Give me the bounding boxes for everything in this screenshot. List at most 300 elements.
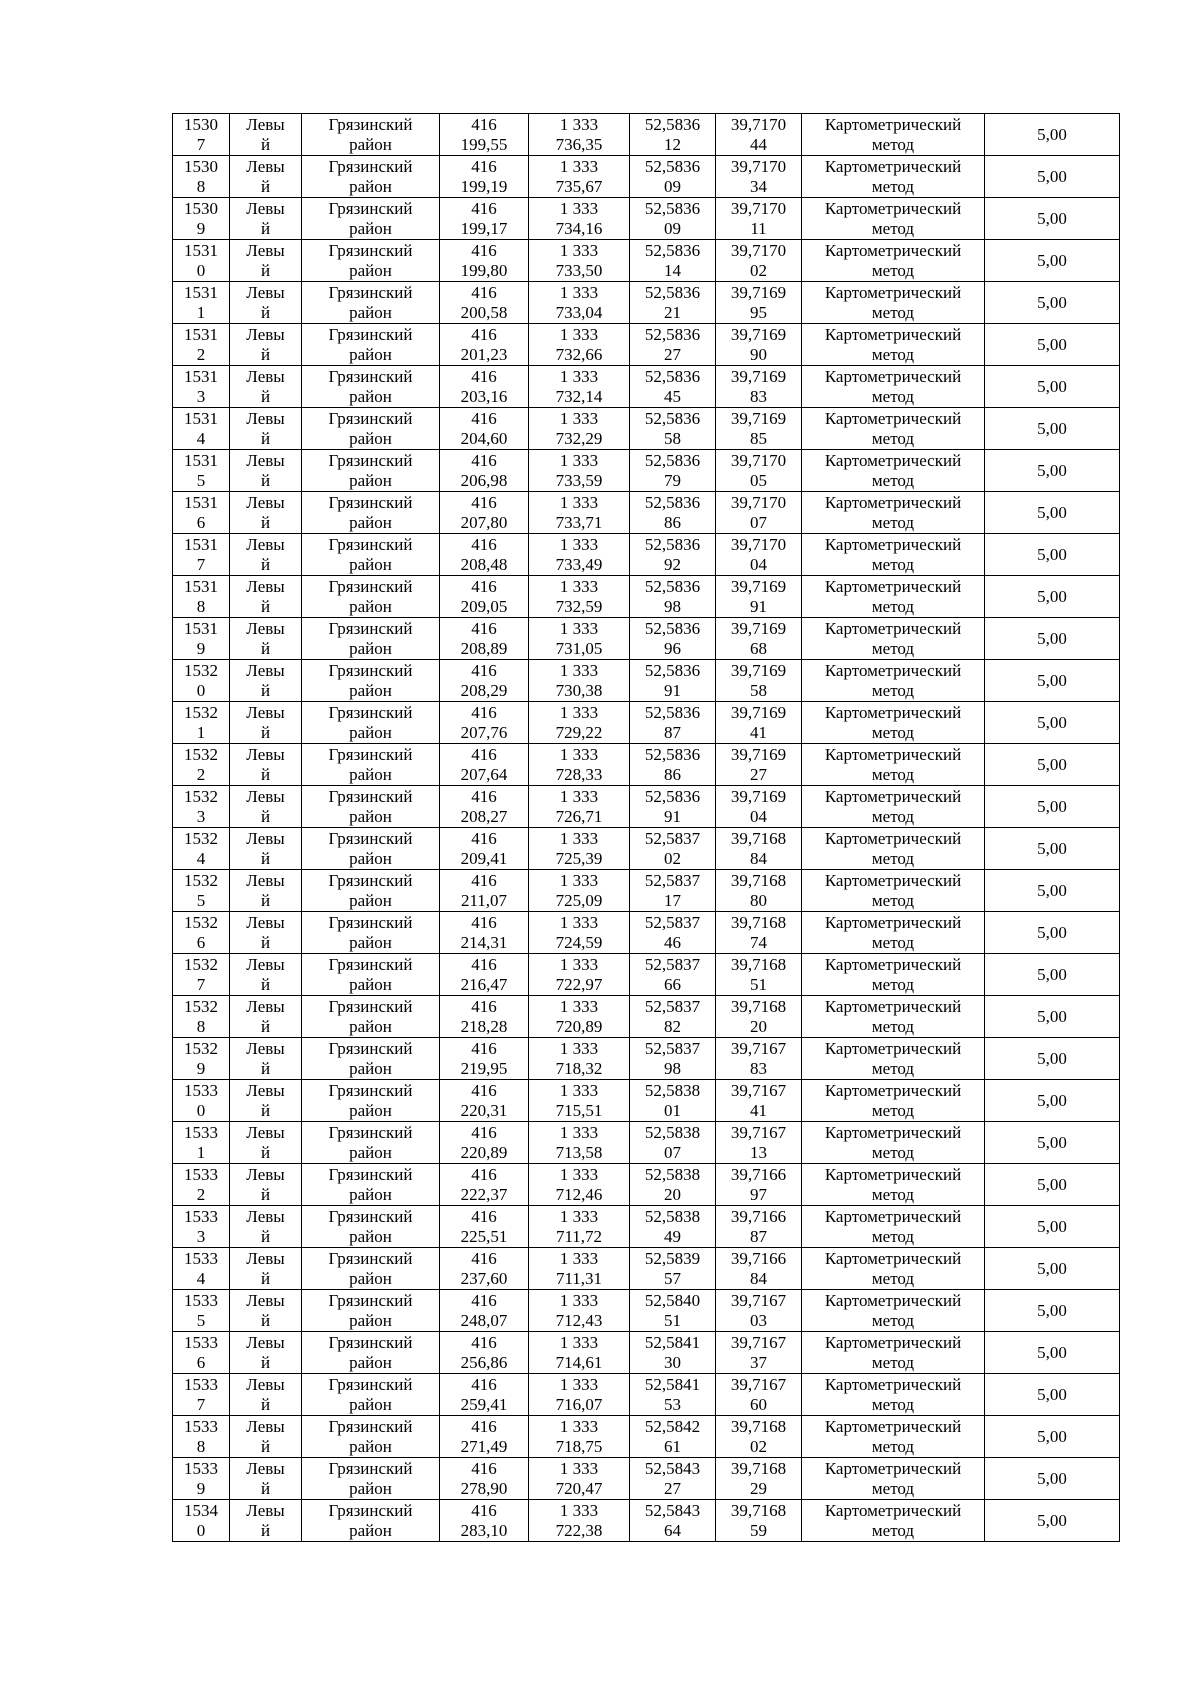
cell-line: 416 — [471, 493, 497, 512]
cell-line: 237,60 — [460, 1269, 508, 1288]
longitude-cell — [716, 450, 802, 492]
point-number-cell — [173, 408, 230, 450]
cell-line: 52,5841 — [644, 1333, 701, 1352]
accuracy-cell: 5,00 — [985, 156, 1120, 198]
bank-side-cell — [230, 1458, 302, 1500]
longitude-cell — [716, 1122, 802, 1164]
cell-line: 1 333 — [559, 535, 599, 554]
accuracy-cell: 5,00 — [985, 282, 1120, 324]
cell-line: 1531 — [184, 493, 218, 512]
cell-line: Грязинский — [328, 241, 413, 260]
cell-line: 46 — [664, 933, 681, 952]
accuracy-cell: 5,00 — [985, 1332, 1120, 1374]
cell-line: район — [349, 849, 392, 868]
y-coordinate-cell — [529, 954, 630, 996]
cell-line: 731,05 — [555, 639, 603, 658]
cell-line: 733,50 — [555, 261, 603, 280]
cell-line: 1532 — [184, 955, 218, 974]
cell-line: 87 — [750, 1227, 767, 1246]
cell-line: Картометрический — [824, 577, 962, 596]
cell-line: Грязинский — [328, 577, 413, 596]
latitude-cell — [630, 534, 716, 576]
cell-line: метод — [871, 135, 915, 154]
longitude-cell — [716, 408, 802, 450]
accuracy-cell: 5,00 — [985, 1248, 1120, 1290]
cell-line: й — [260, 135, 271, 154]
cell-line: район — [349, 429, 392, 448]
longitude-cell — [716, 996, 802, 1038]
x-coordinate-cell — [440, 1332, 529, 1374]
longitude-cell — [716, 492, 802, 534]
cell-line: 1530 — [184, 157, 218, 176]
cell-line: 39,7169 — [730, 409, 787, 428]
cell-line: 68 — [750, 639, 767, 658]
cell-line: 29 — [750, 1479, 767, 1498]
method-cell — [802, 324, 985, 366]
district-cell — [302, 1458, 440, 1500]
latitude-cell — [630, 954, 716, 996]
point-number-cell — [173, 114, 230, 156]
cell-line: 0 — [196, 1521, 206, 1540]
cell-line: 1 333 — [559, 241, 599, 260]
district-cell — [302, 1332, 440, 1374]
bank-side-cell — [230, 324, 302, 366]
cell-line: 52,5836 — [644, 367, 701, 386]
longitude-cell — [716, 324, 802, 366]
latitude-cell — [630, 156, 716, 198]
table-row — [173, 1080, 1120, 1122]
cell-line: 52,5836 — [644, 493, 701, 512]
cell-line: 735,67 — [555, 177, 603, 196]
cell-line: 39,7166 — [730, 1207, 787, 1226]
table-row — [173, 1416, 1120, 1458]
point-number-cell — [173, 1374, 230, 1416]
cell-line: Грязинский — [328, 661, 413, 680]
y-coordinate-cell — [529, 1248, 630, 1290]
accuracy-cell: 5,00 — [985, 1122, 1120, 1164]
district-cell — [302, 828, 440, 870]
cell-line: Левы — [246, 115, 285, 134]
cell-line: 13 — [750, 1143, 767, 1162]
cell-line: 39,7170 — [730, 535, 787, 554]
latitude-cell — [630, 492, 716, 534]
cell-line: 41 — [750, 1101, 767, 1120]
cell-line: 1533 — [184, 1207, 218, 1226]
point-number-cell — [173, 366, 230, 408]
cell-line: 1533 — [184, 1081, 218, 1100]
district-cell — [302, 576, 440, 618]
y-coordinate-cell — [529, 534, 630, 576]
cell-line: Грязинский — [328, 913, 413, 932]
cell-line: Картометрический — [824, 1207, 962, 1226]
cell-line: 1 333 — [559, 745, 599, 764]
cell-line: 204,60 — [460, 429, 508, 448]
method-cell — [802, 114, 985, 156]
cell-line: метод — [871, 807, 915, 826]
x-coordinate-cell — [440, 870, 529, 912]
cell-line: 39,7170 — [730, 157, 787, 176]
point-number-cell — [173, 492, 230, 534]
latitude-cell — [630, 912, 716, 954]
accuracy-cell: 5,00 — [985, 1500, 1120, 1542]
cell-line: район — [349, 513, 392, 532]
cell-line: Картометрический — [824, 325, 962, 344]
cell-line: Левы — [246, 829, 285, 848]
cell-line: 52,5836 — [644, 157, 701, 176]
cell-line: 39,7169 — [730, 661, 787, 680]
cell-line: 1 333 — [559, 1165, 599, 1184]
cell-line: 52,5838 — [644, 1081, 701, 1100]
y-coordinate-cell — [529, 786, 630, 828]
cell-line: Грязинский — [328, 619, 413, 638]
method-cell — [802, 156, 985, 198]
method-cell — [802, 744, 985, 786]
district-cell — [302, 1500, 440, 1542]
cell-line: 416 — [471, 745, 497, 764]
cell-line: район — [349, 1521, 392, 1540]
cell-line: 248,07 — [460, 1311, 508, 1330]
cell-line: 82 — [664, 1017, 681, 1036]
cell-line: 1 — [196, 723, 206, 742]
accuracy-cell: 5,00 — [985, 366, 1120, 408]
x-coordinate-cell — [440, 1416, 529, 1458]
cell-line: 716,07 — [555, 1395, 603, 1414]
latitude-cell — [630, 324, 716, 366]
latitude-cell — [630, 786, 716, 828]
cell-line: 1532 — [184, 1039, 218, 1058]
cell-line: й — [260, 1059, 271, 1078]
cell-line: 5 — [196, 1311, 206, 1330]
cell-line: 1 333 — [559, 829, 599, 848]
cell-line: 203,16 — [460, 387, 508, 406]
cell-line: 09 — [664, 219, 681, 238]
cell-line: 1532 — [184, 745, 218, 764]
cell-line: район — [349, 1311, 392, 1330]
cell-line: 1 333 — [559, 1207, 599, 1226]
longitude-cell — [716, 1416, 802, 1458]
cell-line: й — [260, 303, 271, 322]
cell-line: Грязинский — [328, 283, 413, 302]
cell-line: 1 333 — [559, 1081, 599, 1100]
cell-line: Грязинский — [328, 871, 413, 890]
point-number-cell — [173, 744, 230, 786]
method-cell — [802, 954, 985, 996]
accuracy-cell: 5,00 — [985, 1458, 1120, 1500]
latitude-cell — [630, 1416, 716, 1458]
cell-line: 416 — [471, 997, 497, 1016]
point-number-cell — [173, 450, 230, 492]
cell-line: район — [349, 135, 392, 154]
cell-line: 1 333 — [559, 997, 599, 1016]
cell-line: метод — [871, 723, 915, 742]
cell-line: 1 333 — [559, 367, 599, 386]
point-number-cell — [173, 1122, 230, 1164]
cell-line: 92 — [664, 555, 681, 574]
longitude-cell — [716, 1500, 802, 1542]
method-cell — [802, 786, 985, 828]
cell-line: 220,89 — [460, 1143, 508, 1162]
bank-side-cell — [230, 954, 302, 996]
cell-line: 91 — [664, 807, 681, 826]
cell-line: 1531 — [184, 577, 218, 596]
cell-line: Левы — [246, 1291, 285, 1310]
latitude-cell — [630, 1248, 716, 1290]
cell-line: Грязинский — [328, 1249, 413, 1268]
cell-line: 1 333 — [559, 871, 599, 890]
latitude-cell — [630, 744, 716, 786]
x-coordinate-cell — [440, 1206, 529, 1248]
bank-side-cell — [230, 1332, 302, 1374]
cell-line: Левы — [246, 535, 285, 554]
cell-line: 74 — [750, 933, 767, 952]
cell-line: 416 — [471, 829, 497, 848]
accuracy-cell: 5,00 — [985, 912, 1120, 954]
cell-line: Левы — [246, 1039, 285, 1058]
cell-line: 96 — [664, 639, 681, 658]
cell-line: 90 — [750, 345, 767, 364]
cell-line: метод — [871, 1437, 915, 1456]
cell-line: 416 — [471, 1459, 497, 1478]
cell-line: 1531 — [184, 451, 218, 470]
cell-line: Картометрический — [824, 157, 962, 176]
cell-line: Картометрический — [824, 913, 962, 932]
cell-line: й — [260, 933, 271, 952]
table-row — [173, 240, 1120, 282]
cell-line: 39,7168 — [730, 871, 787, 890]
latitude-cell — [630, 618, 716, 660]
cell-line: 21 — [664, 303, 681, 322]
cell-line: 7 — [196, 135, 206, 154]
y-coordinate-cell — [529, 114, 630, 156]
cell-line: район — [349, 1353, 392, 1372]
table-row — [173, 660, 1120, 702]
point-number-cell — [173, 828, 230, 870]
table-row — [173, 1458, 1120, 1500]
table-row — [173, 1374, 1120, 1416]
cell-line: 416 — [471, 1501, 497, 1520]
cell-line: 01 — [664, 1101, 681, 1120]
district-cell — [302, 1164, 440, 1206]
y-coordinate-cell — [529, 492, 630, 534]
table-row — [173, 786, 1120, 828]
cell-line: 207,76 — [460, 723, 508, 742]
table-row — [173, 1500, 1120, 1542]
cell-line: й — [260, 1521, 271, 1540]
latitude-cell — [630, 1164, 716, 1206]
cell-line: 51 — [750, 975, 767, 994]
cell-line: Левы — [246, 787, 285, 806]
method-cell — [802, 408, 985, 450]
cell-line: 0 — [196, 681, 206, 700]
accuracy-cell: 5,00 — [985, 1416, 1120, 1458]
accuracy-cell: 5,00 — [985, 114, 1120, 156]
latitude-cell — [630, 828, 716, 870]
district-cell — [302, 1206, 440, 1248]
district-cell — [302, 1290, 440, 1332]
method-cell — [802, 282, 985, 324]
cell-line: 220,31 — [460, 1101, 508, 1120]
longitude-cell — [716, 156, 802, 198]
cell-line: 83 — [750, 1059, 767, 1078]
latitude-cell — [630, 282, 716, 324]
x-coordinate-cell — [440, 492, 529, 534]
latitude-cell — [630, 660, 716, 702]
y-coordinate-cell — [529, 1458, 630, 1500]
cell-line: 30 — [664, 1353, 681, 1372]
cell-line: метод — [871, 555, 915, 574]
accuracy-cell: 5,00 — [985, 240, 1120, 282]
cell-line: Левы — [246, 703, 285, 722]
cell-line: 720,89 — [555, 1017, 603, 1036]
cell-line: Грязинский — [328, 367, 413, 386]
table-row — [173, 534, 1120, 576]
cell-line: 02 — [750, 261, 767, 280]
cell-line: район — [349, 1395, 392, 1414]
latitude-cell — [630, 1290, 716, 1332]
district-cell — [302, 198, 440, 240]
cell-line: 61 — [664, 1437, 681, 1456]
cell-line: метод — [871, 303, 915, 322]
cell-line: 208,27 — [460, 807, 508, 826]
cell-line: 1 333 — [559, 157, 599, 176]
cell-line: метод — [871, 849, 915, 868]
cell-line: Левы — [246, 997, 285, 1016]
district-cell — [302, 954, 440, 996]
accuracy-cell: 5,00 — [985, 1374, 1120, 1416]
longitude-cell — [716, 576, 802, 618]
cell-line: й — [260, 849, 271, 868]
cell-line: 208,48 — [460, 555, 508, 574]
district-cell — [302, 1416, 440, 1458]
district-cell — [302, 240, 440, 282]
x-coordinate-cell — [440, 1080, 529, 1122]
cell-line: метод — [871, 1017, 915, 1036]
cell-line: Левы — [246, 1333, 285, 1352]
cell-line: 86 — [664, 765, 681, 784]
y-coordinate-cell — [529, 198, 630, 240]
cell-line: 278,90 — [460, 1479, 508, 1498]
cell-line: 1 333 — [559, 493, 599, 512]
cell-line: 1 333 — [559, 1123, 599, 1142]
cell-line: 218,28 — [460, 1017, 508, 1036]
cell-line: 39,7169 — [730, 283, 787, 302]
cell-line: 17 — [664, 891, 681, 910]
x-coordinate-cell — [440, 408, 529, 450]
x-coordinate-cell — [440, 660, 529, 702]
cell-line: й — [260, 975, 271, 994]
cell-line: район — [349, 681, 392, 700]
longitude-cell — [716, 786, 802, 828]
bank-side-cell — [230, 366, 302, 408]
cell-line: 98 — [664, 1059, 681, 1078]
method-cell — [802, 1080, 985, 1122]
point-number-cell — [173, 870, 230, 912]
cell-line: 209,05 — [460, 597, 508, 616]
cell-line: Грязинский — [328, 409, 413, 428]
district-cell — [302, 1122, 440, 1164]
table-row — [173, 870, 1120, 912]
cell-line: 39,7169 — [730, 787, 787, 806]
coordinates-table — [172, 113, 1120, 1542]
y-coordinate-cell — [529, 1164, 630, 1206]
cell-line: 712,43 — [555, 1311, 603, 1330]
cell-line: 39,7169 — [730, 745, 787, 764]
district-cell — [302, 912, 440, 954]
accuracy-cell: 5,00 — [985, 1290, 1120, 1332]
cell-line: 733,49 — [555, 555, 603, 574]
district-cell — [302, 492, 440, 534]
cell-line: 733,59 — [555, 471, 603, 490]
cell-line: 39,7166 — [730, 1249, 787, 1268]
cell-line: 416 — [471, 535, 497, 554]
cell-line: 39,7166 — [730, 1165, 787, 1184]
cell-line: 416 — [471, 1375, 497, 1394]
bank-side-cell — [230, 1248, 302, 1290]
cell-line: Грязинский — [328, 115, 413, 134]
cell-line: Левы — [246, 1501, 285, 1520]
x-coordinate-cell — [440, 1458, 529, 1500]
cell-line: й — [260, 1017, 271, 1036]
cell-line: метод — [871, 1185, 915, 1204]
point-number-cell — [173, 912, 230, 954]
cell-line: Грязинский — [328, 829, 413, 848]
table-row — [173, 450, 1120, 492]
cell-line: 211,07 — [460, 891, 508, 910]
cell-line: 7 — [196, 1395, 206, 1414]
cell-line: 199,80 — [460, 261, 508, 280]
cell-line: район — [349, 1101, 392, 1120]
cell-line: Левы — [246, 409, 285, 428]
bank-side-cell — [230, 450, 302, 492]
cell-line: район — [349, 975, 392, 994]
bank-side-cell — [230, 870, 302, 912]
cell-line: 04 — [750, 807, 767, 826]
y-coordinate-cell — [529, 1290, 630, 1332]
cell-line: 207,64 — [460, 765, 508, 784]
cell-line: район — [349, 345, 392, 364]
cell-line: Левы — [246, 1081, 285, 1100]
cell-line: метод — [871, 597, 915, 616]
cell-line: 4 — [196, 1269, 206, 1288]
cell-line: 1 333 — [559, 1459, 599, 1478]
cell-line: 1533 — [184, 1417, 218, 1436]
table-row — [173, 954, 1120, 996]
cell-line: Левы — [246, 1165, 285, 1184]
cell-line: 02 — [664, 849, 681, 868]
cell-line: 34 — [750, 177, 767, 196]
cell-line: 39,7167 — [730, 1375, 787, 1394]
cell-line: 1 333 — [559, 325, 599, 344]
accuracy-cell: 5,00 — [985, 786, 1120, 828]
cell-line: 416 — [471, 1333, 497, 1352]
cell-line: 736,35 — [555, 135, 603, 154]
cell-line: 39,7168 — [730, 1459, 787, 1478]
district-cell — [302, 324, 440, 366]
method-cell — [802, 534, 985, 576]
cell-line: 27 — [750, 765, 767, 784]
cell-line: 722,38 — [555, 1521, 603, 1540]
cell-line: район — [349, 597, 392, 616]
cell-line: 208,89 — [460, 639, 508, 658]
cell-line: 416 — [471, 661, 497, 680]
x-coordinate-cell — [440, 240, 529, 282]
cell-line: Грязинский — [328, 703, 413, 722]
cell-line: 39,7170 — [730, 199, 787, 218]
table-row — [173, 1122, 1120, 1164]
point-number-cell — [173, 1458, 230, 1500]
cell-line: 1531 — [184, 325, 218, 344]
latitude-cell — [630, 240, 716, 282]
